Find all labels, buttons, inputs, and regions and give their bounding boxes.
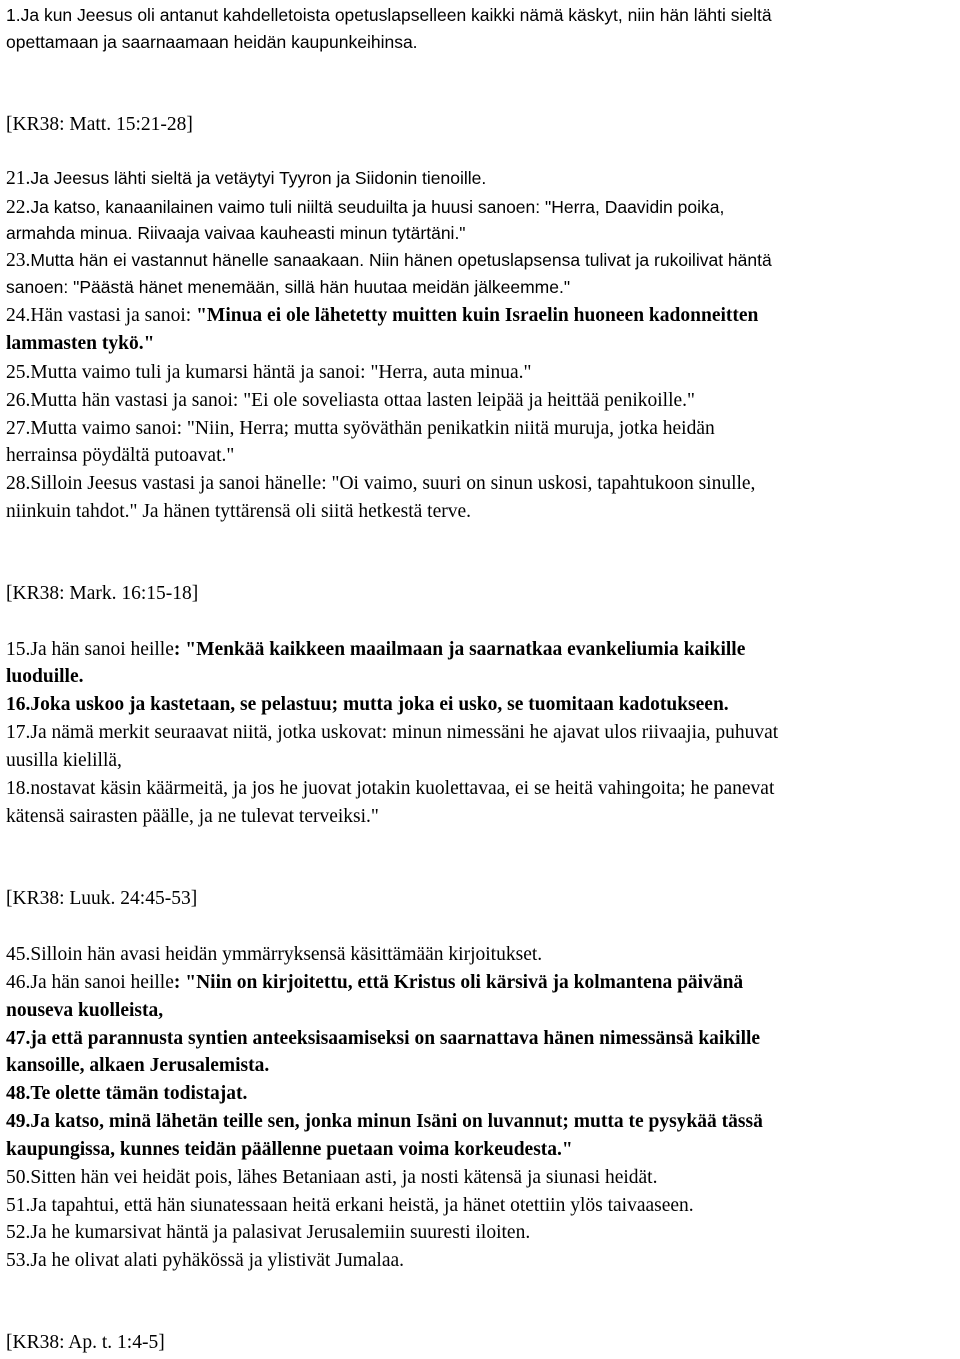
verse-49 [6,1109,763,1135]
verse-17 [6,720,778,746]
verse-bold-text: Te olette tämän todistajat. [30,1083,248,1104]
verse-15-cont: luoduille. [6,666,84,687]
verse-text: Sitten hän vei heidät pois, lähes Betaniaan asti, ja nosti kätensä ja siunasi heidät. [30,1167,658,1188]
verse-49-cont: kaupungissa, kunnes teidän päällenne puetaan voima korkeudesta." [6,1139,573,1160]
verse-text: Mutta hän vastasi ja sanoi: "Ei ole soveliasta ottaa lasten leipää ja heittää penikoille." [30,390,696,411]
verse-text: Silloin hän avasi heidän ymmärryksensä käsittämään kirjoitukset. [30,944,543,965]
verse-number: 17. [6,722,31,743]
verse-25 [6,360,532,386]
verse-24 [6,303,758,329]
verse-number: 47. [6,1028,31,1049]
verse-15 [6,637,745,663]
verse-50 [6,1165,657,1191]
verse-text: Ja hän sanoi heille [30,972,174,993]
verse-number: 23. [6,250,31,271]
verse-text: Ja katso, kanaanilainen vaimo tuli niiltä seuduilta ja huusi sanoen: "Herra, Daavidin poika, [30,197,725,217]
verse-number: 24. [6,305,31,326]
verse-number: 28. [6,473,31,494]
section-ref-mark: [KR38: Mark. 16:15-18] [6,583,199,604]
verse-number: 50. [6,1167,31,1188]
verse-47-cont: kansoille, alkaen Jerusalemista. [6,1055,270,1076]
section-ref-matt: [KR38: Matt. 15:21-28] [6,114,193,135]
verse-text: Ja he kumarsivat häntä ja palasivat Jerusalemiin suuresti iloiten. [30,1222,531,1243]
section-ref-luke: [KR38: Luuk. 24:45-53] [6,888,198,909]
verse-18 [6,776,774,802]
verse-18-cont: kätensä sairasten päälle, ja ne tulevat terveiksi." [6,806,379,827]
intro-line-2: opettamaan ja saarnaamaan heidän kaupunkeihinsa. [6,32,418,52]
verse-24-cont: lammasten tykö." [6,333,155,354]
verse-number: 26. [6,390,31,411]
verse-number: 53. [6,1250,31,1271]
verse-text: Ja hän sanoi heille [30,639,174,660]
intro-line-1: 1.Ja kun Jeesus oli antanut kahdelletoista opetuslapselleen kaikki nämä käskyt, niin hän lähti sieltä [6,5,772,25]
verse-number: 49. [6,1111,31,1132]
verse-26 [6,388,695,414]
verse-bold-text: Ja katso, minä lähetän teille sen, jonka minun Isäni on luvannut; mutta te pysykää tässä [30,1111,763,1132]
verse-46-cont: nouseva kuolleista, [6,1000,164,1021]
verse-45 [6,942,542,968]
verse-51 [6,1193,694,1219]
verse-22-cont [6,220,466,246]
verse-text: armahda minua. [6,223,133,243]
verse-bold-text: ja että parannusta syntien anteeksisaamiseksi on saarnattava hänen nimessänsä kaikille [30,1028,761,1049]
verse-number: 21. [6,168,31,189]
verse-text: Ja Jeesus lähti sieltä ja vetäytyi Tyyron ja Siidonin tienoille. [30,168,487,188]
verse-text: Hän vastasi ja sanoi: [30,305,197,326]
verse-text: nostavat käsin käärmeitä, ja jos he juovat jotakin kuolettavaa, ei se heitä vahingoita; he panevat [30,778,775,799]
verse-number: 27. [6,418,31,439]
verse-48 [6,1081,247,1107]
verse-text: Niin hänen opetuslapsensa tulivat ja rukoilivat häntä [364,250,772,270]
verse-number: 25. [6,362,31,383]
verse-52 [6,1220,530,1246]
verse-text: Mutta hän ei vastannut hänelle sanaakaan. [30,250,365,270]
verse-text: Mutta vaimo tuli ja kumarsi häntä ja sanoi: "Herra, auta minua." [30,362,532,383]
verse-bold-text: Joka uskoo ja kastetaan, se pelastuu; mutta joka ei usko, se tuomitaan kadotukseen. [30,694,729,715]
verse-number: 18. [6,778,31,799]
verse-number: 51. [6,1195,31,1216]
verse-number: 16. [6,694,31,715]
verse-27-cont: herrainsa pöydältä putoavat." [6,445,235,466]
verse-21 [6,165,486,192]
verse-28-cont: niinkuin tahdot." Ja hänen tyttärensä oli siitä hetkestä terve. [6,501,472,522]
verse-bold-text: "Minua ei ole lähetetty muitten kuin Israelin huoneen kadonneitten [196,305,759,326]
verse-text: Ja nämä merkit seuraavat niitä, jotka uskovat: minun nimessäni he ajavat ulos riivaajia, puhuvat [30,722,779,743]
verse-28 [6,471,755,497]
verse-number: 52. [6,1222,31,1243]
verse-number: 45. [6,944,31,965]
verse-number: 15. [6,639,31,660]
verse-17-cont: uusilla kielillä, [6,750,122,771]
verse-23-cont: sanoen: "Päästä hänet menemään, sillä hän huutaa meidän jälkeemme." [6,277,571,297]
verse-27 [6,416,715,442]
verse-text: Mutta vaimo sanoi: "Niin, Herra; mutta syöväthän penikatkin niitä muruja, jotka heidän [30,418,715,439]
verse-16 [6,692,729,718]
verse-22 [6,194,724,221]
verse-number: 46. [6,972,31,993]
verse-bold-text: : "Menkää kaikkeen maailmaan ja saarnatkaa evankeliumia kaikille [173,639,746,660]
verse-text: Silloin Jeesus vastasi ja sanoi hänelle: "Oi vaimo, suuri on sinun uskosi, tapahtukoon sinulle, [30,473,756,494]
verse-23 [6,247,772,274]
verse-47 [6,1026,760,1052]
verse-46 [6,970,743,996]
verse-text: Ja tapahtui, että hän siunatessaan heitä erkani heistä, ja hänet otettiin ylös taivaaseen. [30,1195,694,1216]
verse-53 [6,1248,404,1274]
section-ref-acts: [KR38: Ap. t. 1:4-5] [6,1332,165,1353]
verse-number: 22. [6,197,31,218]
verse-bold-text: : "Niin on kirjoitettu, että Kristus oli kärsivä ja kolmantena päivänä [173,972,744,993]
verse-text: Riivaaja vaivaa kauheasti minun tytärtäni." [132,223,466,243]
verse-text: Ja he olivat alati pyhäkössä ja ylistivät Jumalaa. [30,1250,405,1271]
verse-number: 48. [6,1083,31,1104]
